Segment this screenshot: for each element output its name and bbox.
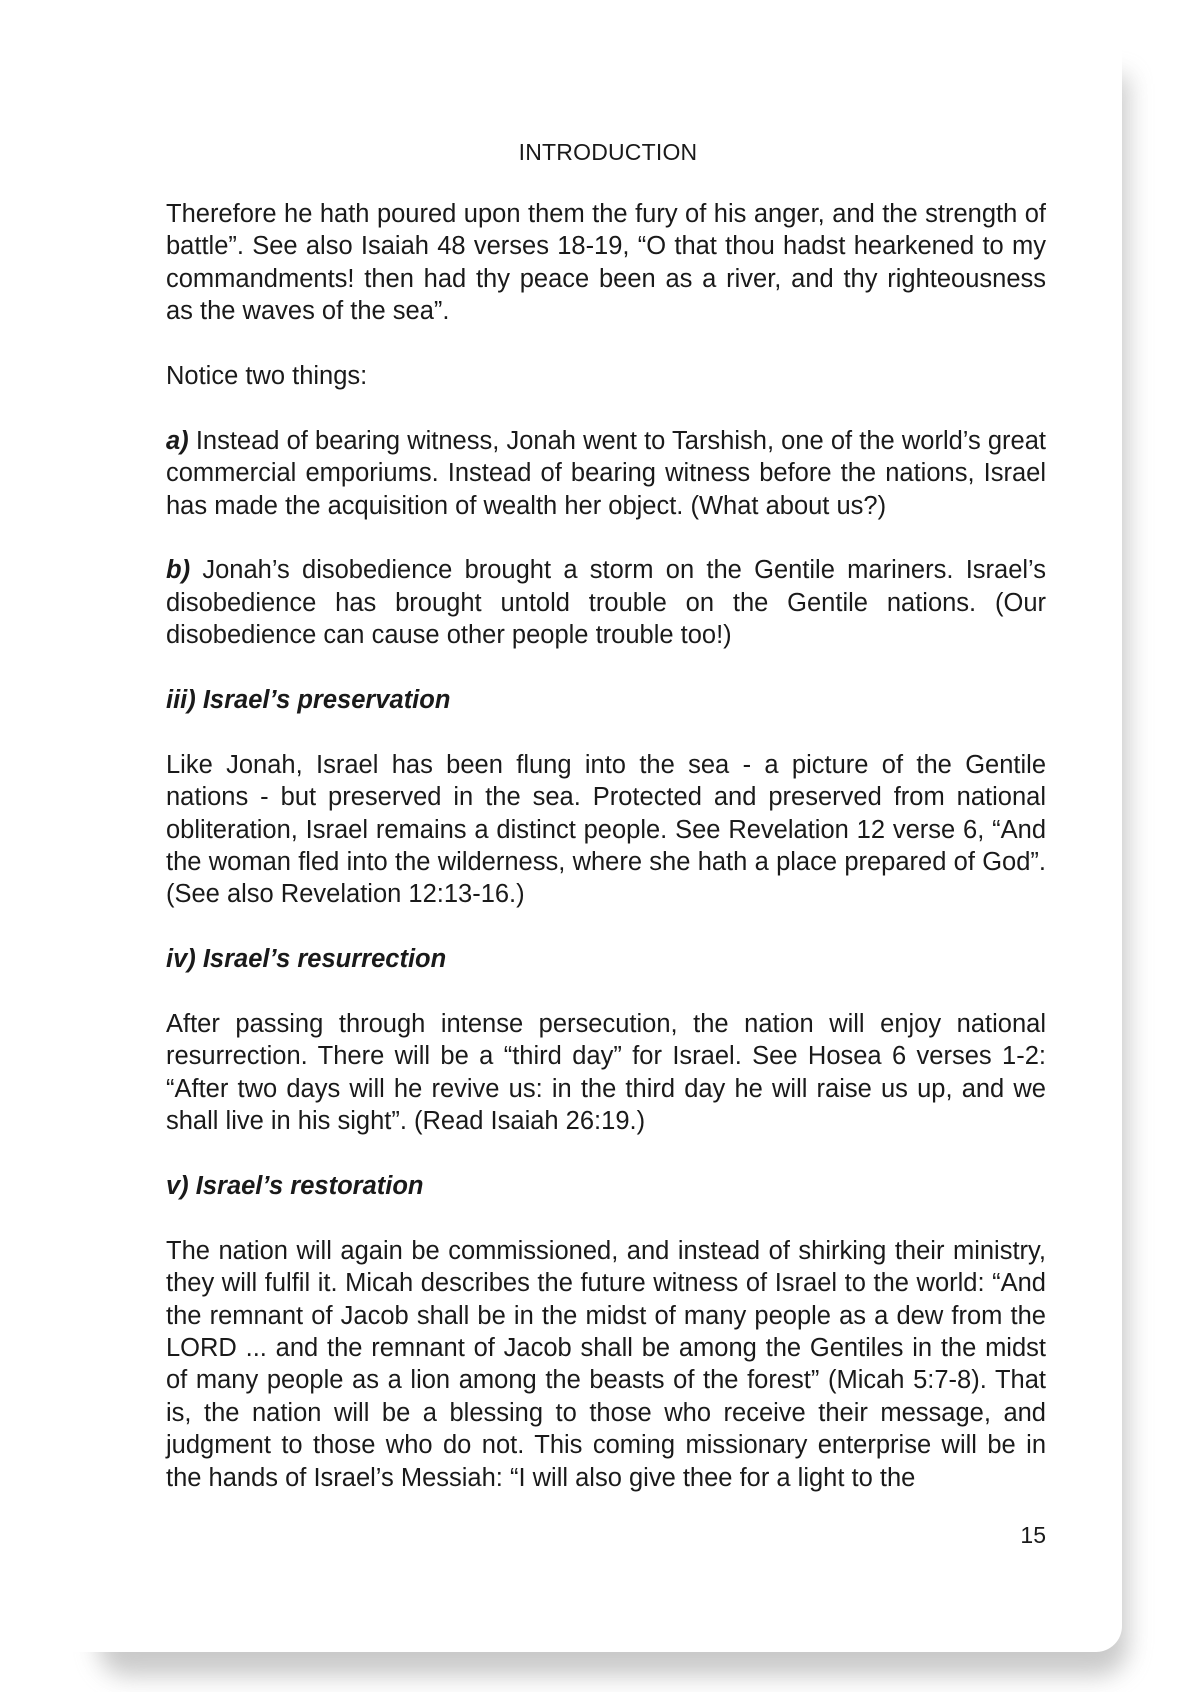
running-head: INTRODUCTION	[518, 139, 698, 165]
point-a-label: a)	[166, 426, 189, 455]
paragraph-preservation: Like Jonah, Israel has been flung into the sea - a picture of the Gentile nations - but preserved in the sea. Protected and preserved from national obliteration, Israel remains a distinct people. See Revelation 12 verse 6, “And the woman fled into the wilderness, where she hath a place prepared of God”. (See also Revelation 12:13-16.)	[166, 750, 1046, 909]
point-a	[166, 425, 1046, 522]
heading-resurrection: iv) Israel’s resurrection	[166, 945, 447, 974]
paragraph-restoration: The nation will again be commissioned, and instead of shirking their ministry, they will fulfil it. Micah describes the future witness of Israel to the world: “And the remnant of Jacob shall be in the midst of many people as a dew from the LORD ... and the remnant of Jacob shall be among the Gentiles in the midst of many people as a lion among the beasts of the forest” (Micah 5:7-8). That is, the nation will be a blessing to those who receive their message, and judgment to those who do not. This coming missionary enterprise will be in the hands of Israel’s Messiah: “I will also give thee for a light to the	[166, 1236, 1046, 1492]
heading-preservation: iii) Israel’s preservation	[166, 686, 451, 715]
point-b	[166, 554, 1046, 651]
point-a-text: Instead of bearing witness, Jonah went to Tarshish, one of the world’s great commercial emporiums. Instead of bearing witness before the nations, Israel has made the acquisition of wealth her object. (What about us?)	[166, 426, 1046, 520]
heading-restoration: v) Israel’s restoration	[166, 1172, 424, 1201]
point-b-label: b)	[166, 556, 191, 585]
paragraph-isaiah-quote: Therefore he hath poured upon them the fury of his anger, and the strength of battle”. See also Isaiah 48 verses 18-19, “O that thou hadst hearkened to my commandments! then had thy peace been as a river, and thy righteousness as the waves of the sea”.	[166, 200, 1046, 326]
point-b-text: Jonah’s disobedience brought a storm on the Gentile mariners. Israel’s disobedience has brought untold trouble on the Gentile nations. (Our disobedience can cause other people trouble too!)	[166, 556, 1046, 650]
paragraph-notice: Notice two things:	[166, 362, 368, 391]
page-body	[166, 198, 1046, 1494]
paragraph-resurrection: After passing through intense persecution, the nation will enjoy national resurrection. There will be a “third day” for Israel. See Hosea 6 verses 1-2: “After two days will he revive us: in the third day he will raise us up, and we shall live in his sight”. (Read Isaiah 26:19.)	[166, 1010, 1046, 1136]
page-number: 15	[1020, 1522, 1046, 1548]
